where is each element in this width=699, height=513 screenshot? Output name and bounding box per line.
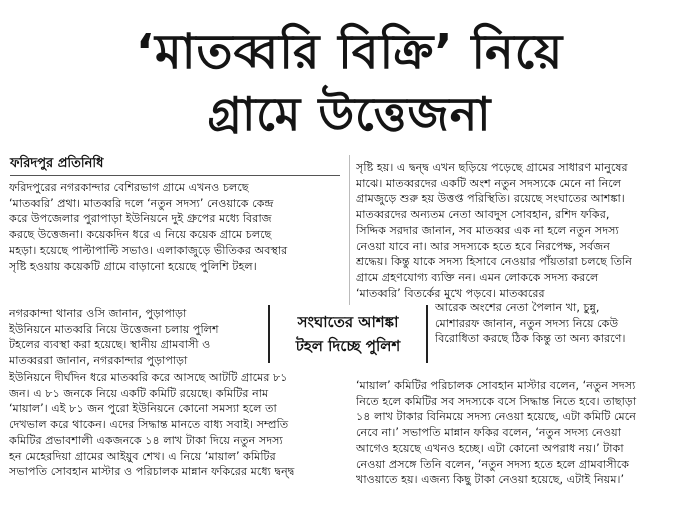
text-line: গ্রামে গ্রহণযোগ্য ব্যক্তি নন। এমন লোককে সদস্য করলে [356,270,599,284]
text-line: করছে উত্তেজনা। কয়েকদিন ধরে এ নিয়ে কয়েক গ্রামে চলছে [9,228,272,242]
text-line: হন মেহেরদিয়া গ্রামের আইয়ুব শেখ। এ নিয়ে ‘মায়াল’ কমিটির [9,449,276,463]
byline: ফরিদপুর প্রতিনিধি [10,156,104,171]
text-line: মাতব্বররা জানান, নগরকান্দার পুড়াপাড়া [9,354,188,368]
text-line: বিরোধিতা করছে ঠিক কিন্তু তা অন্য কারণে। [435,332,626,346]
text-line: নগরকান্দা থানার ওসি জানান, পুড়াপাড়া [9,307,187,320]
left-column-mid [9,306,262,369]
text-line: সভাপতি সোবহান মাস্টার ও পরিচালক মান্নান ফকিরের মধ্যে দ্বন্দ্ব [9,465,295,479]
text-line: মোশাররফ জানান, নতুন সদস্য নিয়ে কেউ [435,316,619,330]
text-line: ১৪ লাখ টাকার বিনিময়ে সদস্য নেওয়া হয়েছে, এটা কমিটি মেনে [356,410,636,424]
text-line: শ্রদ্ধেয়। কিন্তু যাকে সদস্য হিসাবে নেওয়ার পাঁয়তারা চলছে তিনি [356,255,632,269]
right-column-top [356,160,688,301]
text-line: দেখভাল করে থাকেন। এদের সিদ্ধান্ত মানতে বাধ্য সবাই। সম্প্রতি [9,418,289,432]
headline-line-1: ‘মাতব্বরি বিক্রি’ নিয়ে [135,24,564,80]
pull-quote-line-2: টহল দিচ্ছে পুলিশ [295,337,401,355]
text-line: ইউনিয়নে মাতব্বরি নিয়ে উত্তেজনা চলায় পুলিশ [9,322,219,336]
right-column-mid [435,300,688,347]
text-line: মাঝে। মাতব্বরদের একটি অংশ নতুন সদস্যকে মেনে না নিলে [356,176,622,190]
pull-quote-line-1: সংঘাতের আশঙ্কা [297,313,399,331]
text-line: আরেক অংশের নেতা পৈলান খা, চুন্নু, [435,301,600,314]
text-line: ‘মাতব্বরি’ বিতর্কের মুখে পড়বে। মাতব্বরের [356,286,545,300]
text-line: সৃষ্টি হয়। এ দ্বন্দ্ব এখন ছড়িয়ে পড়েছে গ্রামের সাধারণ মানুষের [356,161,628,174]
left-column-top [9,180,345,274]
text-line: নিতে হলে কমিটির সব সদস্যকে বসে সিদ্ধান্ত নিতে হবে। তাছাড়া [356,394,637,408]
text-line: মহড়া। হয়েছে পাল্টাপাল্টি সভাও। এলাকাজুড়ে ভীতিকর অবস্থার [9,243,288,257]
text-line: ‘মায়াল’ কমিটির পরিচালক সোবহান মাস্টার বলেন, ‘নতুন সদস্য [356,379,636,392]
byline-rule [10,175,340,176]
text-line: মাতব্বরদের অন্যতম নেতা আবদুস সোবহান, রশিদ ফকির, [356,208,610,222]
text-line: ‘মায়াল’। এই ৮১ জন পুরো ইউনিয়নে কোনো সমস্যা হলে তা [9,402,277,416]
text-line: ‘মাতব্বরি’ প্রথা। মাতব্বরি দলে ‘নতুন সদস্য’ নেওয়াকে কেন্দ্র [9,196,274,210]
text-line: টহলের ব্যবস্থা করা হয়েছে। স্থানীয় গ্রামবাসী ও [9,338,211,352]
headline-line-2: গ্রামে উত্তেজনা [207,87,492,141]
left-column-bottom [9,370,345,480]
text-line: করে উপজেলার পুরাপাড়া ইউনিয়নে দুই গ্রুপের মধ্যে বিরাজ [9,212,272,226]
pull-quote [268,305,428,363]
text-line: ফরিদপুরের নগরকান্দার বেশিরভাগ গ্রামে এখনও চলছে [9,181,249,194]
text-line: জন। এ ৮১ জনকে নিয়ে একটি কমিটি রয়েছে। কমিটির নাম [9,386,269,400]
text-line: কমিটির প্রভাবশালী একজনকে ১৪ লাখ টাকা দিয়ে নতুন সদস্য [9,433,283,447]
column-divider [349,155,350,305]
text-line: ইউনিয়নে দীর্ঘদিন ধরে মাতব্বরি করে আসছে আটটি গ্রামের ৮১ [9,371,288,384]
text-line: আগেও হয়েছে এখনও হচ্ছে। এটা কোনো অপরাধ নয়।’ টাকা [356,441,624,455]
text-line: খাওয়াতে হয়। এজন্য কিছু টাকা নেওয়া হয়েছে, এটাই নিয়ম।’ [356,473,625,487]
text-line: নেওয়া প্রসঙ্গে তিনি বলেন, ‘নতুন সদস্য হতে হলে গ্রামবাসীকে [356,457,630,471]
text-line: নেওয়া যাবে না। আর সদস্যকে হতে হবে নিরপেক্ষ, সর্বজন [356,239,610,253]
text-line: নেবে না।’ সভাপতি মান্নান ফকির বলেন, ‘নতুন সদস্য নেওয়া [356,426,621,440]
text-line: সিদ্দিক সরদার জানান, সব মাতব্বর এক না হলে নতুন সদস্য [356,223,619,237]
right-column-bottom [356,378,688,488]
text-line: গ্রামজুড়ে শুরু হয় উত্তপ্ত পরিস্থিতি। রয়েছে সংঘাতের আশঙ্কা। [356,192,625,206]
text-line: সৃষ্টি হওয়ায় কয়েকটি গ্রামে বাড়ানো হয়েছে পুলিশি টহল। [9,259,257,273]
